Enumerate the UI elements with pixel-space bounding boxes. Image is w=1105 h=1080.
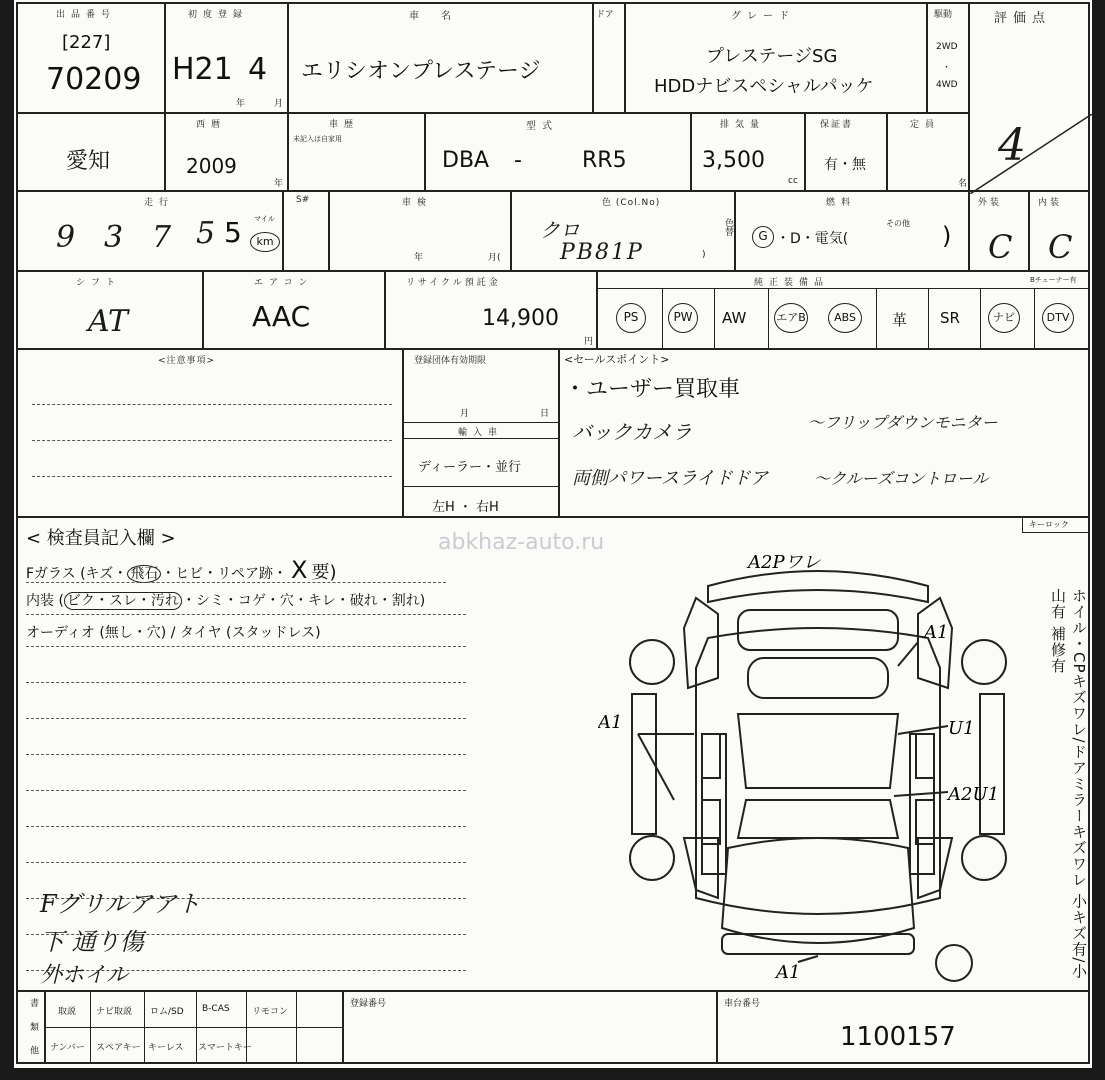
grade-cell [624,2,928,114]
color-close-paren: ) [702,250,706,260]
mileage-mile-unit: マイル [254,215,275,223]
grade-line-1: プレステージSG [706,46,838,67]
model-code: RR5 [582,148,627,173]
first-registration-label: 初度登録 [188,10,249,20]
warranty-value: 有・無 [824,157,866,173]
handwritten-note-3: 外ホイル [40,963,129,988]
inspector-line-2-circled: ビク・スレ・汚れ [64,592,182,610]
watermark: abkhaz-auto.ru [438,530,605,555]
recycle-unit: 円 [584,337,594,347]
warranty-label: 保証書 [820,120,854,130]
fuel-close-paren: ) [942,222,952,250]
mileage-digit-3: 7 [152,220,172,255]
equipment-airbag-circled: エアB [774,303,808,333]
first-registration-year-unit: 年 [236,99,246,109]
grade-line-2: HDDナビスペシャルパッケ [654,76,874,97]
mileage-label: 走行 [144,198,175,208]
reg-valid-day: 日 [540,409,550,419]
color-code: PB81P [560,240,644,265]
interior-grade: C [1048,228,1073,266]
color-change-label: 色替 [723,218,733,236]
mark-right-front: A1 [924,622,949,643]
color-label: 色 (Col.No) [602,198,661,208]
drive-4wd: 4WD [936,80,958,90]
mark-top: A2Pワレ [748,552,821,573]
shift-cell [16,270,204,350]
usage-cell [287,112,426,192]
documents-side-label: 書 類 他 [28,998,38,1061]
documents-row-1 [46,992,342,1028]
sales-point-3: 〜フリップダウンモニター [808,413,998,432]
aircon-label: エアコン [254,278,314,288]
lot-sub-number: [227] [62,32,111,53]
sharp-cell [282,190,330,272]
equipment-leather: 革 [892,311,908,329]
displacement-value: 3,500 [702,148,765,173]
spare-wheel-shape [936,945,972,981]
equipment-navi-circled: ナビ [988,303,1020,333]
left-outer-panel-shape [632,694,656,834]
registration-number-label: 登録番号 [350,999,387,1009]
model-dash: - [514,148,522,173]
mark-right-rear: A2U1 [948,784,1000,805]
inspector-line-1 [26,556,336,584]
model-cell [424,112,692,192]
import-handle: 左H ・ 右H [432,500,499,515]
import-label: 輸入車 [458,428,504,438]
right-front-wheel-shape [962,836,1006,880]
inspector-line-1-x: X [291,556,308,584]
equipment-aw: AW [722,309,747,327]
first-registration-cell [164,2,289,114]
fuel-cell [734,190,970,272]
vertical-damage-note: ホイル・CPキズワレ/ドアミラーキズワレ 小キズ有/小山有 補修有 [1049,588,1088,980]
year-cell [164,112,289,192]
inspector-label: < 検査員記入欄 > [26,528,176,549]
fuel-label: 燃料 [826,198,857,208]
exterior-grade: C [988,228,1013,266]
documents-cell [44,990,344,1064]
equipment-dtv-circled: DTV [1042,303,1074,333]
shift-value: AT [88,304,129,339]
usage-label: 車歴 [329,120,360,130]
equipment-row [598,288,1088,349]
right-rear-wheel-shape [962,640,1006,684]
capacity-unit: 名 [958,179,968,189]
roof-panel-shape [738,714,898,788]
mileage-km-unit: km [250,232,280,252]
interior-grade-cell [1028,190,1090,272]
documents-side-cell [16,990,46,1064]
year-value: 2009 [186,154,237,178]
doc-number-plate: ナンバー [50,1043,85,1053]
exterior-label: 外装 [978,198,1003,208]
mileage-digit-4: 5 [196,216,216,251]
doc-rom-sd: ロム/SD [150,1007,184,1017]
sales-point-5: 〜クルーズコントロール [814,469,989,488]
first-registration-era: H21 [172,52,233,87]
fuel-options: ・D・電気( [776,231,849,247]
windshield-shape [738,800,898,838]
exterior-grade-cell [968,190,1030,272]
first-registration-month-unit: 月 [274,99,284,109]
chassis-number-cell [716,990,1090,1064]
inspector-line-2 [26,590,425,610]
aircon-cell [202,270,386,350]
usage-sublabel: 未記入は自家用 [293,135,342,143]
handwritten-note-2: 下 通り傷 [40,928,144,956]
color-cell [510,190,736,272]
inspector-section [16,516,1090,992]
reg-valid-month: 月 [460,409,470,419]
equipment-abs-circled: ABS [828,303,862,333]
recycle-value: 14,900 [482,306,559,331]
model-label: 型式 [526,121,558,132]
inspector-line-3: オーディオ (無し・穴) / タイヤ (スタッドレス) [26,625,321,641]
year-label: 西暦 [196,120,227,130]
doc-smart-key: スマートキー [198,1043,252,1053]
doc-manual: 取説 [58,1007,77,1017]
drive-label: 駆動 [934,10,953,20]
drive-2wd: 2WD [936,42,958,52]
sharp-label: S# [296,195,310,205]
left-front-wheel-shape [630,836,674,880]
fuel-other-label: その他 [886,219,910,228]
inspector-line-1-lead: Fガラス (キズ・ [26,566,128,582]
mark-bottom: A1 [776,962,801,983]
warranty-cell [804,112,888,192]
year-unit: 年 [274,179,284,189]
capacity-cell [886,112,970,192]
documents-row-2 [46,1028,296,1062]
inspector-line-2-lead: 内装 ( [26,593,64,609]
score-cell [968,2,1090,192]
equipment-sunroof: SR [940,309,960,327]
key-lock-box [1022,518,1089,533]
recycle-cell [384,270,598,350]
door-cell [592,2,626,114]
doc-spare-key: スペアキー [96,1043,141,1053]
doc-bcas: B-CAS [202,1004,230,1014]
tuner-label: Bチューナー有 [1030,276,1077,284]
left-rear-wheel-shape [630,640,674,684]
car-damage-diagram [598,538,1038,988]
inspector-line-1-rest: ・ヒビ・リペア跡・ [161,566,287,582]
reg-valid-label: 登録団体有効期限 [414,356,487,366]
model-prefix: DBA [442,148,490,173]
displacement-unit: cc [788,176,798,186]
key-lock-label: キーロック [1029,520,1069,529]
door-label: ドア [596,10,614,20]
score-value: 4 [998,120,1026,171]
inspection-cell [328,190,512,272]
notes-cell [16,348,404,518]
rear-window-shape [748,658,888,698]
displacement-label: 排気量 [720,120,766,130]
car-name-label: 車 名 [409,11,457,22]
score-diagonal [970,114,1092,194]
sales-point-2: バックカメラ [572,420,692,444]
fuel-gasoline-circled: G [752,226,774,248]
right-outer-panel-shape [980,694,1004,834]
hood-shape [722,838,914,943]
grade-label: グレード [731,11,795,22]
right-rear-fender-shape [918,598,952,688]
mileage-digit-5: 5 [224,216,242,249]
car-name-cell [287,2,594,114]
inspector-line-2-rest: ・シミ・コゲ・穴・キレ・破れ・割れ) [181,593,426,609]
region: 愛知 [66,149,111,174]
doc-navi-manual: ナビ取説 [96,1007,133,1017]
equipment-cell [596,270,1090,350]
doc-remote: リモコン [252,1007,289,1017]
auction-sheet [14,0,1092,1068]
inspection-year-unit: 年 [414,253,424,263]
interior-label: 内装 [1038,198,1063,208]
drive-dot: ・ [942,63,952,73]
registration-number-cell [342,990,718,1064]
aircon-value: AAC [252,300,311,333]
displacement-cell [690,112,806,192]
region-cell [16,112,166,192]
sales-point-4: 両側パワースライドドア [572,468,769,489]
right-door-glass-shape [916,734,934,778]
shift-label: シフト [76,278,122,288]
sales-point-cell [558,348,1090,518]
mark-right-mid: U1 [948,718,975,739]
drive-cell [926,2,970,114]
lot-number: 70209 [46,62,142,97]
right-side-panel-shape [910,734,934,874]
first-registration-month: 4 [248,52,268,87]
body-outline [696,628,940,914]
roof-spoiler-shape [708,571,928,602]
score-label: 評価点 [994,11,1052,26]
mileage-digit-2: 3 [104,220,124,255]
recycle-label: リサイクル預託金 [406,278,501,288]
inspection-label: 車検 [402,198,433,208]
lot-number-cell [16,2,166,114]
inspector-line-1-tail: 要) [311,562,337,583]
equipment-ps-circled: PS [616,303,646,333]
equipment-pw-circled: PW [668,303,698,333]
capacity-label: 定員 [910,120,941,130]
equipment-label: 純正装備品 [754,278,830,288]
car-name: エリシオンプレステージ [301,59,541,84]
lot-number-label: 出品番号 [56,10,117,20]
chassis-number: 1100157 [840,1022,956,1052]
color-name: クロ [540,218,580,242]
mileage-digit-1: 9 [56,220,76,255]
notes-label: <注意事項> [158,356,216,366]
mark-left: A1 [598,712,623,733]
handwritten-note-1: Fグリルアアト [40,890,201,918]
inspector-line-1-circled: 飛石 [127,565,161,583]
sales-point-label: <セールスポイント> [564,353,670,366]
registration-import-cell [402,348,560,518]
inspection-month-unit: 月( [488,253,501,263]
left-rear-fender-shape [684,598,718,688]
doc-keyless: キーレス [148,1043,184,1053]
import-type: ディーラー・並行 [418,460,521,475]
chassis-number-label: 車台番号 [724,999,761,1009]
sales-point-1: ・ユーザー買取車 [564,377,741,402]
left-side-panel-shape [702,734,726,874]
left-door-glass-shape [702,734,720,778]
mileage-cell [16,190,284,272]
